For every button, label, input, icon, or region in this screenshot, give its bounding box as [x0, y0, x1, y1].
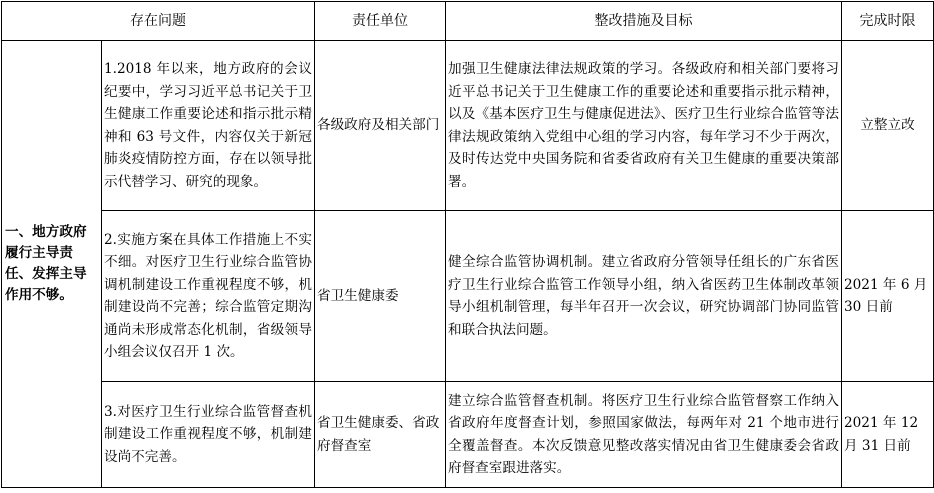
header-issue: 存在问题: [2, 2, 315, 41]
table-row: [2, 41, 934, 211]
header-deadline: 完成时限: [842, 2, 934, 41]
header-row: [2, 2, 934, 41]
issue-cell: 1.2018 年以来，地方政府的会议纪要中，学习习近平总书记关于卫生健康工作重要论述和指示批示精神和 63 号文件，内容仅关于新冠肺炎疫情防控方面，存在以领导批示代替学习、研究的现象。: [102, 41, 315, 211]
table-row: [2, 211, 934, 382]
deadline-cell: 立整立改: [842, 41, 934, 211]
table-row: [2, 382, 934, 488]
header-unit: 责任单位: [315, 2, 446, 41]
rectification-table: [1, 1, 934, 488]
measure-cell: 加强卫生健康法律法规政策的学习。各级政府和相关部门要将习近平总书记关于卫生健康工作的重要论述和重要指示批示精神，以及《基本医疗卫生与健康促进法》、医疗卫生行业综合监管等法律法规政策纳入党组中心组的学习内容，每年学习不少于两次，及时传达党中央国务院和省委省政府有关卫生健康的重要决策部署。: [446, 41, 842, 211]
category-cell: 一、地方政府履行主导责任、发挥主导作用不够。: [2, 41, 102, 488]
deadline-cell: 2021 年 12 月 31 日前: [842, 382, 934, 488]
rectification-sheet: [0, 1, 934, 493]
issue-cell: 2.实施方案在具体工作措施上不实不细。对医疗卫生行业综合监管协调机制建设工作重视程度不够，机制建设尚不完善；综合监管定期沟通尚未形成常态化机制，省级领导小组会议仅召开 1 次。: [102, 211, 315, 382]
issue-cell: 3.对医疗卫生行业综合监管督查机制建设工作重视程度不够，机制建设尚不完善。: [102, 382, 315, 488]
unit-cell: 省卫生健康委、省政府督查室: [315, 382, 446, 488]
unit-cell: 各级政府及相关部门: [315, 41, 446, 211]
header-measure: 整改措施及目标: [446, 2, 842, 41]
measure-cell: 建立综合监管督查机制。将医疗卫生行业综合监管督察工作纳入省政府年度督查计划，参照国家做法，每两年对 21 个地市进行全覆盖督查。本次反馈意见整改落实情况由省卫生健康委会省政府督查室跟进落实。: [446, 382, 842, 488]
deadline-cell: 2021 年 6 月 30 日前: [842, 211, 934, 382]
measure-cell: 健全综合监管协调机制。建立省政府分管领导任组长的广东省医疗卫生行业综合监管工作领导小组，纳入省医药卫生体制改革领导小组机制管理，每半年召开一次会议，研究协调部门协同监管和联合执法问题。: [446, 211, 842, 382]
unit-cell: 省卫生健康委: [315, 211, 446, 382]
